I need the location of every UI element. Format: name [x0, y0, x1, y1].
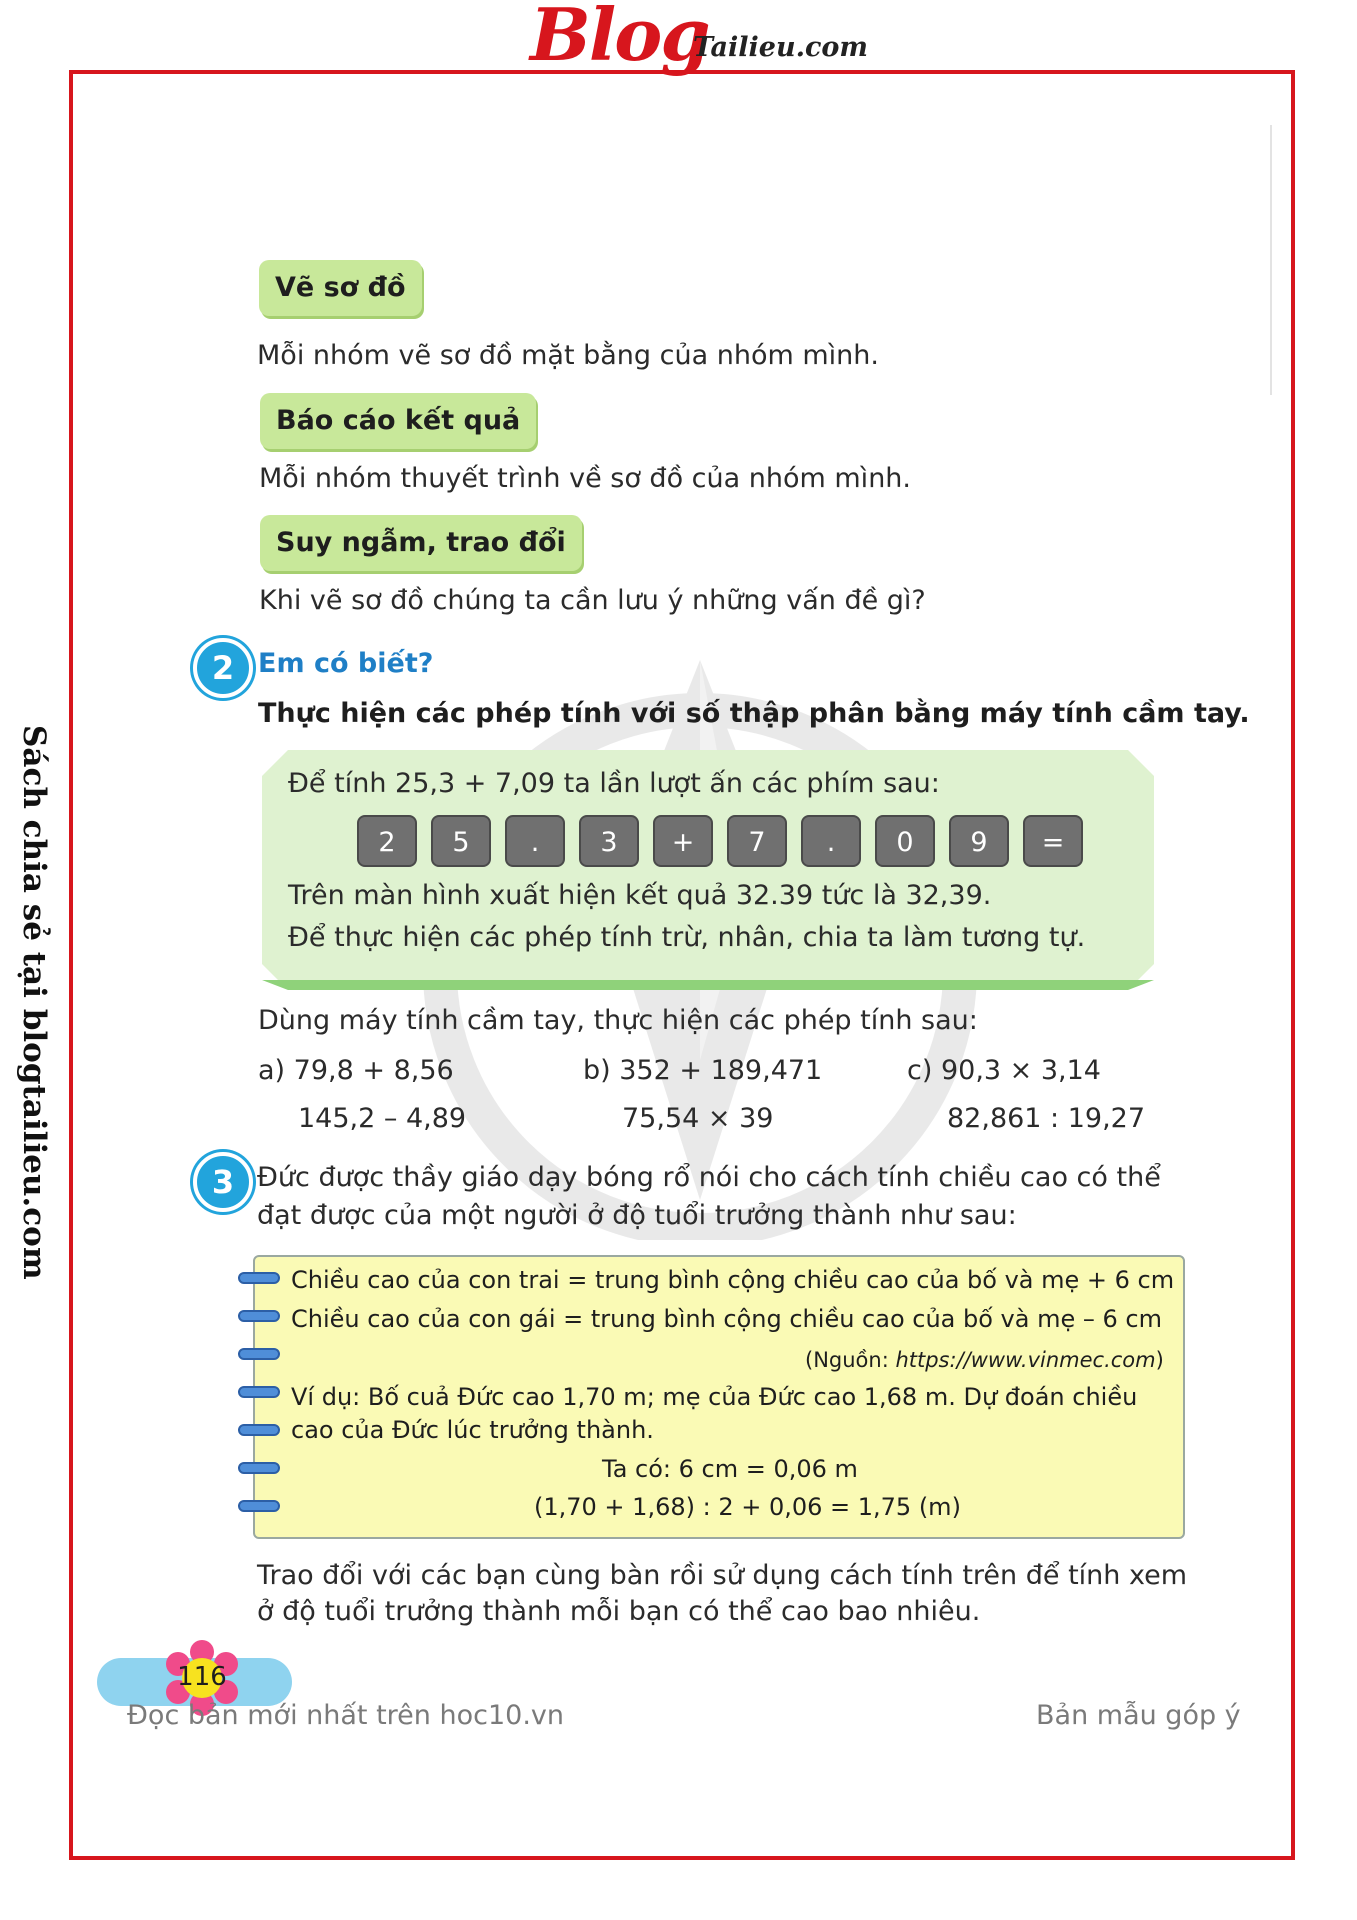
info-result: Trên màn hình xuất hiện kết quả 32.39 tức là 32,39.: [288, 880, 992, 911]
exercise-intro: Dùng máy tính cầm tay, thực hiện các phép tính sau:: [258, 1005, 978, 1036]
girl-height-rule: Chiều cao của con gái = trung bình cộng chiều cao của bố và mẹ – 6 cm: [291, 1305, 1162, 1333]
source-url[interactable]: https://www.vinmec.com: [895, 1348, 1156, 1372]
exercise-b1: b) 352 + 189,471: [583, 1055, 823, 1086]
closing-line1: Trao đổi với các bạn cùng bàn rồi sử dụng cách tính trên để tính xem: [257, 1560, 1188, 1591]
key-9[interactable]: 9: [949, 815, 1009, 867]
example-line2: cao của Đức lúc trưởng thành.: [291, 1416, 654, 1444]
example-line1: Ví dụ: Bố cuả Đức cao 1,70 m; mẹ của Đức cao 1,68 m. Dự đoán chiều: [291, 1383, 1138, 1411]
notebook-ring: [238, 1386, 280, 1398]
section-3-line2: đạt được của một người ở độ tuổi trưởng thành như sau:: [257, 1200, 1017, 1231]
section-2-number: 2: [193, 638, 253, 698]
key-5[interactable]: 5: [431, 815, 491, 867]
section-2-title: Em có biết?: [258, 648, 434, 679]
info-note: Để thực hiện các phép tính trừ, nhân, chia ta làm tương tự.: [288, 922, 1086, 953]
source-label: (Nguồn:: [805, 1348, 896, 1372]
site-logo[interactable]: [530, 0, 870, 80]
exercise-c2: 82,861 : 19,27: [947, 1103, 1146, 1134]
notebook-ring: [238, 1462, 280, 1474]
info-box-edge: [262, 980, 1154, 990]
side-caption: [16, 725, 76, 1285]
key-dot[interactable]: .: [801, 815, 861, 867]
section-3-number: 3: [193, 1152, 253, 1212]
draw-text: Mỗi nhóm vẽ sơ đồ mặt bằng của nhóm mình.: [257, 340, 879, 371]
notebook-ring: [238, 1424, 280, 1436]
notebook-ring: [238, 1310, 280, 1322]
calc-line2: (1,70 + 1,68) : 2 + 0,06 = 1,75 (m): [534, 1493, 961, 1521]
key-dot[interactable]: .: [505, 815, 565, 867]
boy-height-rule: Chiều cao của con trai = trung bình cộng chiều cao của bố và mẹ + 6 cm: [291, 1266, 1175, 1294]
section-2-subtitle: Thực hiện các phép tính với số thập phân bằng máy tính cầm tay.: [258, 698, 1250, 729]
exercise-c1: c) 90,3 × 3,14: [907, 1055, 1101, 1086]
section-3-line1: Đức được thầy giáo dạy bóng rổ nói cho cách tính chiều cao có thể: [257, 1162, 1161, 1193]
closing-line2: ở độ tuổi trưởng thành mỗi bạn có thể cao bao nhiêu.: [257, 1596, 981, 1627]
logo-suffix: Tailieu.com: [693, 32, 868, 63]
key-2[interactable]: 2: [357, 815, 417, 867]
source-note: [805, 1348, 1164, 1372]
key-3[interactable]: 3: [579, 815, 639, 867]
footer-right: Bản mẫu góp ý: [1036, 1700, 1241, 1731]
notebook-ring: [238, 1500, 280, 1512]
key-0[interactable]: 0: [875, 815, 935, 867]
info-intro: Để tính 25,3 + 7,09 ta lần lượt ấn các phím sau:: [288, 768, 940, 799]
exercise-a2: 145,2 – 4,89: [298, 1103, 467, 1134]
key-7[interactable]: 7: [727, 815, 787, 867]
key-plus[interactable]: +: [653, 815, 713, 867]
key-equals[interactable]: =: [1023, 815, 1083, 867]
exercise-b2: 75,54 × 39: [622, 1103, 774, 1134]
reflect-text: Khi vẽ sơ đồ chúng ta cần lưu ý những vấn đề gì?: [259, 585, 926, 616]
notebook-ring: [238, 1272, 280, 1284]
page-number: 116: [177, 1662, 227, 1692]
divider: [1270, 125, 1272, 395]
tag-draw: Vẽ sơ đồ: [259, 260, 422, 316]
report-text: Mỗi nhóm thuyết trình về sơ đồ của nhóm mình.: [259, 463, 911, 494]
side-caption-text: Sách chia sẻ tại blogtailieu.com: [16, 725, 52, 1280]
logo-main: Blog: [530, 0, 709, 77]
calc-line1: Ta có: 6 cm = 0,06 m: [602, 1455, 858, 1483]
source-close: ): [1155, 1348, 1164, 1372]
calculator-keys: [357, 815, 1097, 869]
tag-reflect: Suy ngẫm, trao đổi: [260, 515, 582, 571]
footer-left[interactable]: Đọc bản mới nhất trên hoc10.vn: [127, 1700, 564, 1731]
exercise-a1: a) 79,8 + 8,56: [258, 1055, 454, 1086]
tag-report: Báo cáo kết quả: [260, 393, 536, 449]
notebook-ring: [238, 1348, 280, 1360]
